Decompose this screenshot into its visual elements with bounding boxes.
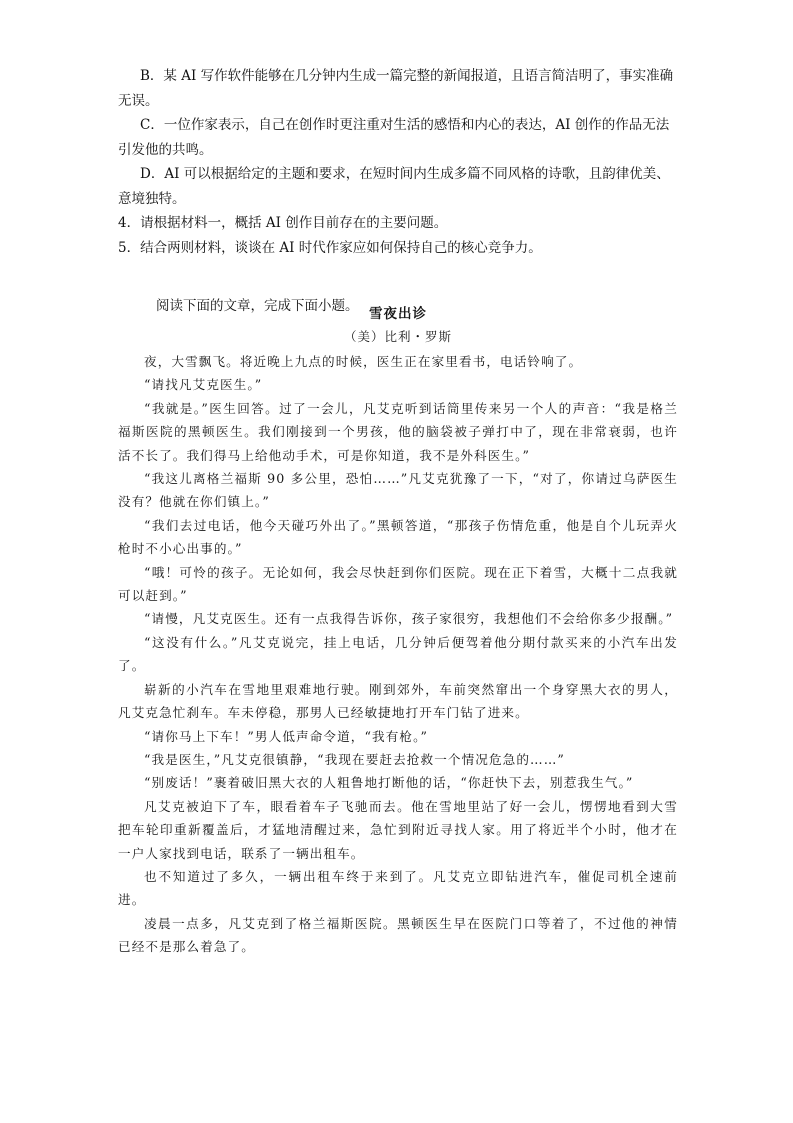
story-paragraph: “请慢，凡艾克医生。还有一点我得告诉你，孩子家很穷，我想他们不会给你多少报酬。”: [144, 611, 674, 627]
story-title: 雪夜出诊: [369, 306, 427, 322]
question-section: [118, 64, 678, 319]
story-paragraph: 凡艾克被迫下了车，眼看着车子飞驰而去。他在雪地里站了好一会儿，愣愣地看到大雪把车轮印重新覆盖后，才猛地清醒过来，急忙到附近寻找人家。用了将近半个小时，他才在一户人家找到电话，联系了一辆出租车。: [118, 798, 678, 861]
story-author: （美）比利・罗斯: [343, 329, 452, 344]
story-paragraph: “这没有什么。”凡艾克说完，挂上电话，几分钟后便驾着他分期付款买来的小汽车出发了。: [118, 634, 678, 674]
story-paragraph: 崭新的小汽车在雪地里艰难地行驶。刚到郊外，车前突然窜出一个身穿黑大衣的男人，凡艾克急忙刹车。车未停稳，那男人已经敏捷地打开车门钻了进来。: [118, 681, 678, 721]
story-paragraph: 夜，大雪飘飞。将近晚上九点的时候，医生正在家里看书，电话铃响了。: [144, 354, 583, 369]
reading-instruction: 阅读下面的文章，完成下面小题。: [156, 298, 359, 314]
option-c: C．一位作家表示，自己在创作时更注重对生活的感悟和内心的表达，AI 创作的作品无法引发他的共鸣。: [118, 117, 670, 158]
option-b: B．某 AI 写作软件能够在几分钟内生成一篇完整的新闻报道，且语言简洁明了，事实准确无误。: [118, 68, 674, 109]
option-d: D．AI 可以根据给定的主题和要求，在短时间内生成多篇不同风格的诗歌，且韵律优美、意境独特。: [118, 166, 670, 207]
story-paragraph: 凌晨一点多，凡艾克到了格兰福斯医院。黑顿医生早在医院门口等着了，不过他的神情已经不是那么着急了。: [118, 915, 678, 955]
story-paragraph: “我是医生，”凡艾克很镇静，“我现在要赶去抢救一个情况危急的……”: [144, 751, 565, 767]
story-paragraph: “我们去过电话，他今天碰巧外出了。”黑顿答道，“那孩子伤情危重，他是自个儿玩弄火枪时不小心出事的。”: [118, 517, 678, 557]
story-paragraph: “请你马上下车！”男人低声命令道，“我有枪。”: [144, 728, 429, 744]
story-paragraph: “哦！可怜的孩子。无论如何，我会尽快赶到你们医院。现在正下着雪，大概十二点我就可以赶到。”: [118, 564, 678, 604]
story-paragraph: “别废话！”裹着破旧黑大衣的人粗鲁地打断他的话，“你赶快下去，别惹我生气。”: [144, 775, 634, 791]
question-4: 4．请根据材料一，概括 AI 创作目前存在的主要问题。: [118, 215, 448, 231]
story-paragraph: 也不知道过了多久，一辆出租车终于来到了。凡艾克立即钻进汽车，催促司机全速前进。: [118, 868, 678, 908]
story-paragraph: “我就是。”医生回答。过了一会儿，凡艾克听到话筒里传来另一个人的声音：“我是格兰福斯医院的黑顿医生。我们刚接到一个男孩，他的脑袋被子弹打中了，现在非常衰弱，也许活不长了。我们得马上给他动手术，可是你知道，我不是外科医生。”: [118, 400, 678, 463]
story-paragraph: “请找凡艾克医生。”: [144, 377, 263, 393]
question-5: 5．结合两则材料，谈谈在 AI 时代作家应如何保持自己的核心竞争力。: [118, 239, 542, 256]
story-section: [118, 304, 678, 959]
story-paragraph: “我这儿离格兰福斯 90 多公里，恐怕……”凡艾克犹豫了一下，“对了，你请过乌萨医生没有？他就在你们镇上。”: [118, 471, 678, 510]
